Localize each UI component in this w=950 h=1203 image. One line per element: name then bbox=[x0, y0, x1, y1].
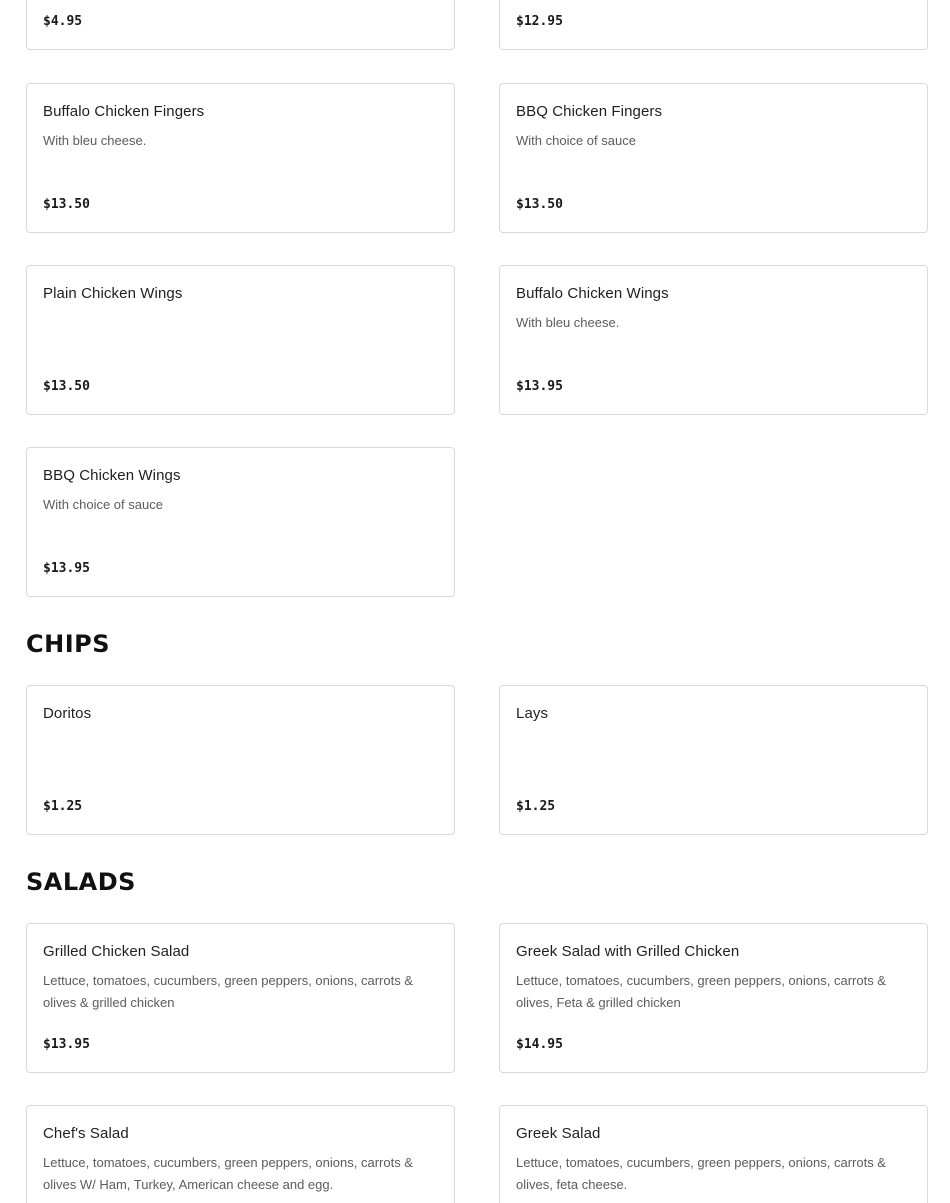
item-price: $1.25 bbox=[516, 799, 556, 814]
menu-item-grilled-chicken-salad[interactable] bbox=[26, 923, 455, 1073]
menu-item-greek-salad[interactable] bbox=[499, 1105, 928, 1203]
item-price: $13.50 bbox=[516, 197, 563, 212]
item-description: Lettuce, tomatoes, cucumbers, green peppers, onions, carrots & olives W/ Ham, Turkey, American cheese and egg. bbox=[43, 1155, 413, 1192]
item-name: BBQ Chicken Fingers bbox=[516, 103, 663, 120]
section-title-salads: SALADS bbox=[26, 868, 136, 896]
item-name: Buffalo Chicken Fingers bbox=[43, 103, 205, 120]
item-price: $1.25 bbox=[43, 799, 83, 814]
menu-item-buffalo-chicken-fingers[interactable] bbox=[26, 83, 455, 233]
item-description: Lettuce, tomatoes, cucumbers, green peppers, onions, carrots & olives & grilled chicken bbox=[43, 973, 413, 1010]
menu-item-greek-salad-grilled-chicken[interactable] bbox=[499, 923, 928, 1073]
item-description: With choice of sauce bbox=[43, 497, 163, 512]
item-price: $13.50 bbox=[43, 379, 90, 394]
menu-item-lays[interactable] bbox=[499, 685, 928, 835]
menu-item-bbq-chicken-wings[interactable] bbox=[26, 447, 455, 597]
item-name: Greek Salad with Grilled Chicken bbox=[516, 943, 740, 960]
menu-item-plain-chicken-wings[interactable] bbox=[26, 265, 455, 415]
item-description: With bleu cheese. bbox=[516, 315, 620, 330]
menu-item-buffalo-chicken-wings[interactable] bbox=[499, 265, 928, 415]
item-name: BBQ Chicken Wings bbox=[43, 467, 181, 484]
item-price: $13.95 bbox=[516, 379, 563, 394]
item-name: Grilled Chicken Salad bbox=[43, 943, 190, 960]
item-price: $13.95 bbox=[43, 561, 90, 576]
item-name: Buffalo Chicken Wings bbox=[516, 285, 669, 302]
menu-item-card[interactable] bbox=[26, 0, 455, 50]
item-name: Doritos bbox=[43, 705, 92, 722]
item-name: Lays bbox=[516, 705, 549, 722]
menu-item-card[interactable] bbox=[499, 0, 928, 50]
item-price: $4.95 bbox=[43, 14, 83, 29]
menu-item-bbq-chicken-fingers[interactable] bbox=[499, 83, 928, 233]
item-price: $13.50 bbox=[43, 197, 90, 212]
item-name: Plain Chicken Wings bbox=[43, 285, 183, 302]
menu-item-chefs-salad[interactable] bbox=[26, 1105, 455, 1203]
item-description: With bleu cheese. bbox=[43, 133, 147, 148]
item-name: Chef's Salad bbox=[43, 1125, 129, 1142]
item-description: Lettuce, tomatoes, cucumbers, green peppers, onions, carrots & olives, Feta & grilled chicken bbox=[516, 973, 886, 1010]
item-price: $14.95 bbox=[516, 1037, 563, 1052]
section-title-chips: CHIPS bbox=[26, 630, 111, 658]
item-description: Lettuce, tomatoes, cucumbers, green peppers, onions, carrots & olives, feta cheese. bbox=[516, 1155, 886, 1192]
item-name: Greek Salad bbox=[516, 1125, 601, 1142]
item-price: $12.95 bbox=[516, 14, 563, 29]
item-description: With choice of sauce bbox=[516, 133, 636, 148]
item-price: $13.95 bbox=[43, 1037, 90, 1052]
menu-item-doritos[interactable] bbox=[26, 685, 455, 835]
